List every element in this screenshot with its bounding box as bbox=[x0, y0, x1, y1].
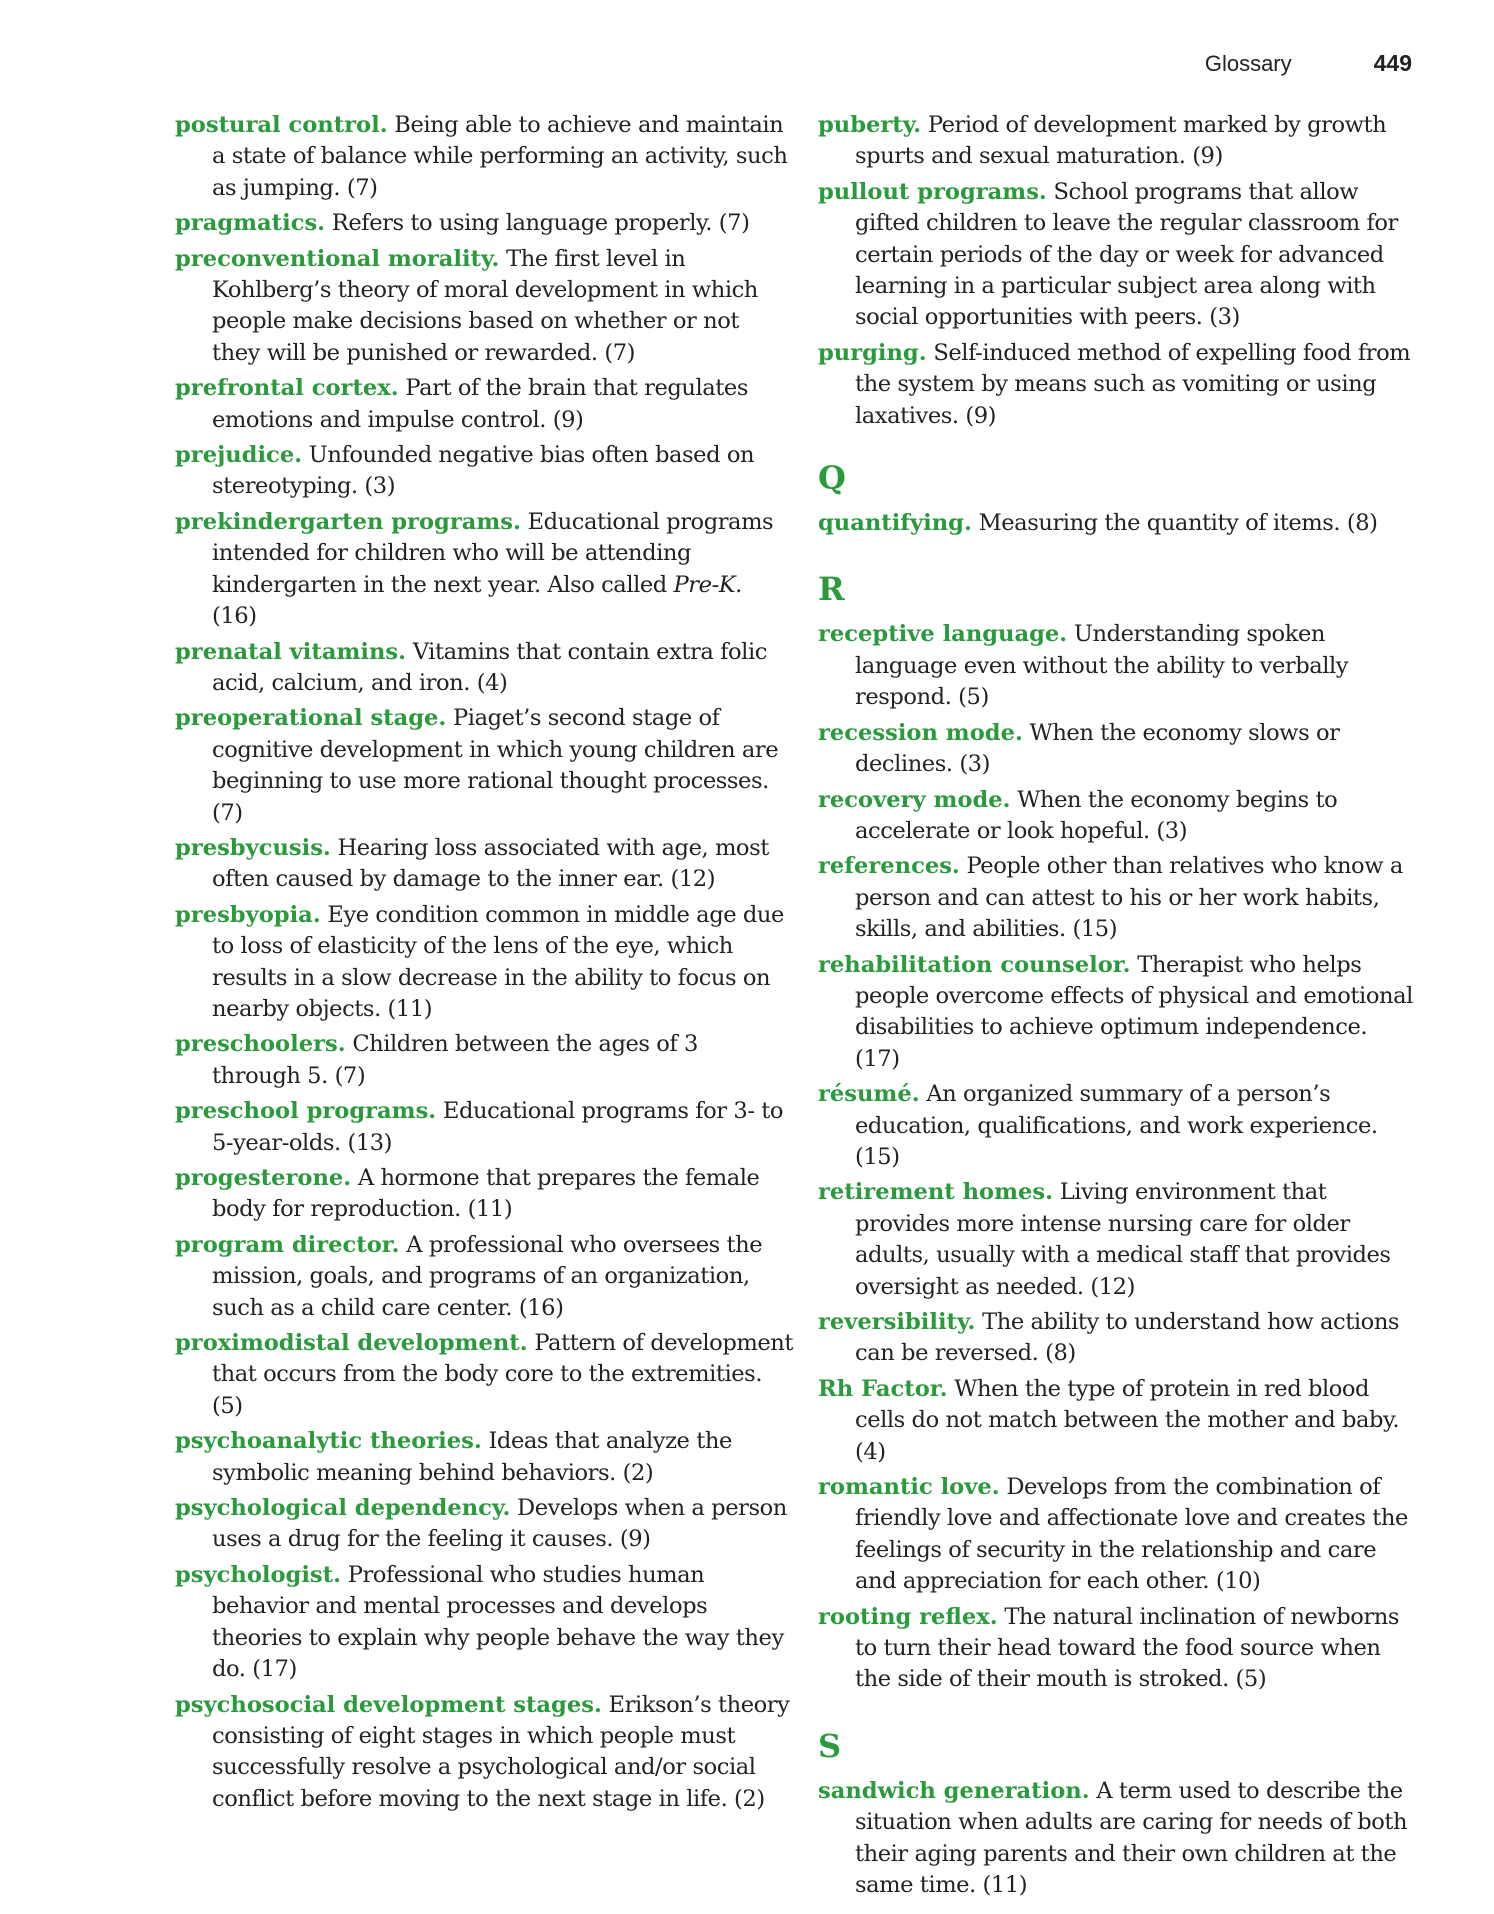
glossary-definition: Develops from the combination of friendly love and affectionate love and creates the feelings of security in the relationship and care and appreciation for each other. (10) bbox=[855, 1474, 1408, 1595]
glossary-definition: Erikson’s theory consisting of eight stages in which people must successfully resolve a psychological and/or social conflict before moving to the next stage in life. (2) bbox=[212, 1691, 790, 1812]
glossary-alias: Pre-K. bbox=[673, 571, 742, 598]
glossary-term: psychoanalytic theories. bbox=[175, 1428, 482, 1455]
glossary-entry bbox=[818, 851, 1418, 945]
glossary-term: proximodistal development. bbox=[175, 1330, 528, 1357]
glossary-term: prefrontal cortex. bbox=[175, 375, 399, 402]
glossary-definition: Eye condition common in middle age due to loss of elasticity of the lens of the eye, which results in a slow decrease in the ability to focus on nearby objects. (11) bbox=[212, 901, 784, 1022]
entry-list-r bbox=[818, 619, 1418, 1695]
glossary-entry bbox=[818, 950, 1418, 1076]
glossary-entry bbox=[818, 718, 1418, 781]
glossary-definition: Educational programs intended for children who will be attending kindergarten in the next year. Also called bbox=[212, 508, 774, 598]
glossary-term: Rh Factor. bbox=[818, 1375, 948, 1402]
glossary-entry bbox=[175, 1163, 793, 1226]
glossary-definition: Children between the ages of 3 through 5. (7) bbox=[212, 1031, 698, 1089]
glossary-definition: Being able to achieve and maintain a state of balance while performing an activity, such as jumping. (7) bbox=[212, 112, 788, 201]
glossary-definition: People other than relatives who know a person and can attest to his or her work habits, skills, and abilities. (15) bbox=[855, 853, 1403, 943]
glossary-definition: Professional who studies human behavior and mental processes and develops theories to explain why people behave the way they do. (17) bbox=[212, 1561, 784, 1683]
glossary-entry bbox=[175, 1690, 793, 1816]
glossary-term: program director. bbox=[175, 1231, 400, 1258]
glossary-entry bbox=[818, 1374, 1418, 1468]
glossary-entry bbox=[818, 1307, 1418, 1370]
glossary-entry bbox=[175, 208, 793, 239]
glossary-term: résumé. bbox=[818, 1081, 920, 1108]
letter-heading-r: R bbox=[818, 570, 845, 609]
glossary-column-left bbox=[175, 110, 793, 1819]
glossary-term: preschool programs. bbox=[175, 1098, 437, 1125]
glossary-definition: Develops when a person uses a drug for the feeling it causes. (9) bbox=[212, 1495, 787, 1553]
letter-heading-s: S bbox=[818, 1726, 841, 1765]
glossary-entry bbox=[175, 900, 793, 1026]
glossary-entry bbox=[175, 440, 793, 503]
glossary-term: recession mode. bbox=[818, 719, 1023, 746]
glossary-term: puberty. bbox=[818, 112, 922, 138]
glossary-definition: Measuring the quantity of items. (8) bbox=[978, 510, 1378, 537]
glossary-entry bbox=[175, 507, 793, 633]
glossary-term: romantic love. bbox=[818, 1474, 1000, 1501]
glossary-definition: The natural inclination of newborns to turn their head toward the food source when the side of their mouth is stroked. (5) bbox=[855, 1603, 1400, 1693]
glossary-entry bbox=[818, 1472, 1418, 1598]
glossary-definition: A professional who oversees the mission, goals, and programs of an organization, such as a child care center. (16) bbox=[212, 1231, 763, 1321]
entry-list-q bbox=[818, 508, 1418, 539]
glossary-entry bbox=[175, 637, 793, 700]
glossary-entry bbox=[175, 1096, 793, 1159]
glossary-definition: Hearing loss associated with age, most often caused by damage to the inner ear. (12) bbox=[212, 834, 769, 893]
glossary-term: references. bbox=[818, 853, 960, 880]
glossary-term: rehabilitation counselor. bbox=[818, 951, 1131, 978]
glossary-definition: Therapist who helps people overcome effects of physical and emotional disabilities to achieve optimum independence. (17) bbox=[855, 951, 1413, 1072]
glossary-definition: Vitamins that contain extra folic acid, calcium, and iron. (4) bbox=[212, 638, 767, 696]
glossary-entry bbox=[818, 1776, 1418, 1902]
glossary-definition: Educational programs for 3- to 5-year-olds. (13) bbox=[212, 1098, 784, 1156]
page-number: 449 bbox=[1373, 50, 1412, 76]
glossary-term: progesterone. bbox=[175, 1165, 352, 1191]
entry-list-p bbox=[175, 110, 793, 1815]
glossary-term: pullout programs. bbox=[818, 178, 1047, 205]
glossary-definition: The ability to understand how actions can be reversed. (8) bbox=[855, 1309, 1400, 1367]
glossary-entry bbox=[175, 703, 793, 829]
glossary-term: reversibility. bbox=[818, 1309, 976, 1335]
glossary-entry bbox=[818, 338, 1418, 432]
glossary-definition: Understanding spoken language even without the ability to verbally respond. (5) bbox=[855, 621, 1349, 711]
glossary-entry bbox=[818, 1079, 1418, 1173]
glossary-entry bbox=[175, 1328, 793, 1422]
section-title: Glossary bbox=[1204, 51, 1292, 76]
glossary-term: prekindergarten programs. bbox=[175, 508, 521, 535]
page-header bbox=[1205, 50, 1412, 77]
glossary-term: preoperational stage. bbox=[175, 705, 447, 732]
glossary-definition: Piaget’s second stage of cognitive development in which young children are beginning to use more rational thought processes. (7) bbox=[212, 705, 779, 826]
glossary-entry bbox=[175, 1029, 793, 1092]
glossary-term: prenatal vitamins. bbox=[175, 638, 406, 665]
glossary-term: postural control. bbox=[175, 112, 388, 138]
glossary-definition: Refers to using language properly. (7) bbox=[331, 210, 750, 237]
glossary-entry bbox=[175, 833, 793, 896]
glossary-definition: When the type of protein in red blood cells do not match between the mother and baby. (4) bbox=[855, 1375, 1400, 1465]
glossary-definition: Living environment that provides more intense nursing care for older adults, usually with a medical staff that provides oversight as needed. (12) bbox=[855, 1179, 1391, 1300]
glossary-column-right bbox=[818, 110, 1418, 1906]
glossary-term: purging. bbox=[818, 339, 927, 366]
glossary-entry bbox=[818, 508, 1418, 539]
glossary-definition: The first level in Kohlberg’s theory of moral development in which people make decisions based on whether or not they will be punished or rewarded. (7) bbox=[212, 245, 758, 366]
glossary-term: retirement homes. bbox=[818, 1179, 1053, 1206]
glossary-term: rooting reflex. bbox=[818, 1603, 998, 1630]
glossary-term: pragmatics. bbox=[175, 210, 326, 237]
glossary-definition: An organized summary of a person’s education, qualifications, and work experience. (15) bbox=[855, 1081, 1378, 1170]
glossary-definition: A term used to describe the situation when adults are caring for needs of both their aging parents and their own children at the same time. (11) bbox=[855, 1777, 1408, 1899]
glossary-definition: School programs that allow gifted children to leave the regular classroom for certain periods of the day or week for advanced learning in a particular subject area along with social opportunities with peers. (3) bbox=[855, 178, 1398, 331]
glossary-definition: Unfounded negative bias often based on stereotyping. (3) bbox=[212, 442, 755, 500]
glossary-term: preschoolers. bbox=[175, 1031, 346, 1058]
glossary-definition: Part of the brain that regulates emotions and impulse control. (9) bbox=[212, 375, 748, 433]
glossary-term: presbycusis. bbox=[175, 834, 331, 861]
glossary-definition: Self-induced method of expelling food from the system by means such as vomiting or using laxatives. (9) bbox=[855, 339, 1411, 429]
glossary-entry bbox=[818, 110, 1418, 173]
letter-heading-q: Q bbox=[818, 459, 846, 498]
glossary-definition: When the economy slows or declines. (3) bbox=[855, 719, 1340, 778]
glossary-term: psychologist. bbox=[175, 1561, 341, 1588]
glossary-entry bbox=[175, 1560, 793, 1686]
entry-list-s bbox=[818, 1776, 1418, 1902]
glossary-term: prejudice. bbox=[175, 442, 303, 469]
glossary-chapter-ref: (16) bbox=[212, 603, 257, 630]
glossary-definition: A hormone that prepares the female body for reproduction. (11) bbox=[212, 1165, 760, 1223]
glossary-entry bbox=[175, 373, 793, 436]
glossary-entry bbox=[818, 177, 1418, 334]
glossary-term: psychological dependency. bbox=[175, 1495, 511, 1522]
glossary-entry bbox=[175, 1230, 793, 1324]
glossary-term: sandwich generation. bbox=[818, 1777, 1090, 1804]
glossary-definition: Period of development marked by growth spurts and sexual maturation. (9) bbox=[855, 112, 1387, 170]
entry-list-p-continued bbox=[818, 110, 1418, 432]
glossary-entry bbox=[175, 1426, 793, 1489]
glossary-definition: Ideas that analyze the symbolic meaning behind behaviors. (2) bbox=[212, 1428, 732, 1486]
glossary-term: quantifying. bbox=[818, 510, 972, 537]
glossary-definition: Pattern of development that occurs from the body core to the extremities. (5) bbox=[212, 1330, 793, 1419]
glossary-entry bbox=[818, 1177, 1418, 1303]
glossary-term: recovery mode. bbox=[818, 786, 1011, 813]
glossary-entry bbox=[818, 785, 1418, 848]
glossary-entry bbox=[175, 110, 793, 204]
glossary-entry bbox=[175, 244, 793, 370]
glossary-entry bbox=[818, 619, 1418, 713]
glossary-term: preconventional morality. bbox=[175, 245, 500, 272]
glossary-term: psychosocial development stages. bbox=[175, 1691, 602, 1718]
glossary-entry bbox=[818, 1602, 1418, 1696]
glossary-term: presbyopia. bbox=[175, 901, 321, 928]
glossary-term: receptive language. bbox=[818, 621, 1068, 648]
glossary-entry bbox=[175, 1493, 793, 1556]
glossary-definition: When the economy begins to accelerate or look hopeful. (3) bbox=[855, 786, 1338, 844]
